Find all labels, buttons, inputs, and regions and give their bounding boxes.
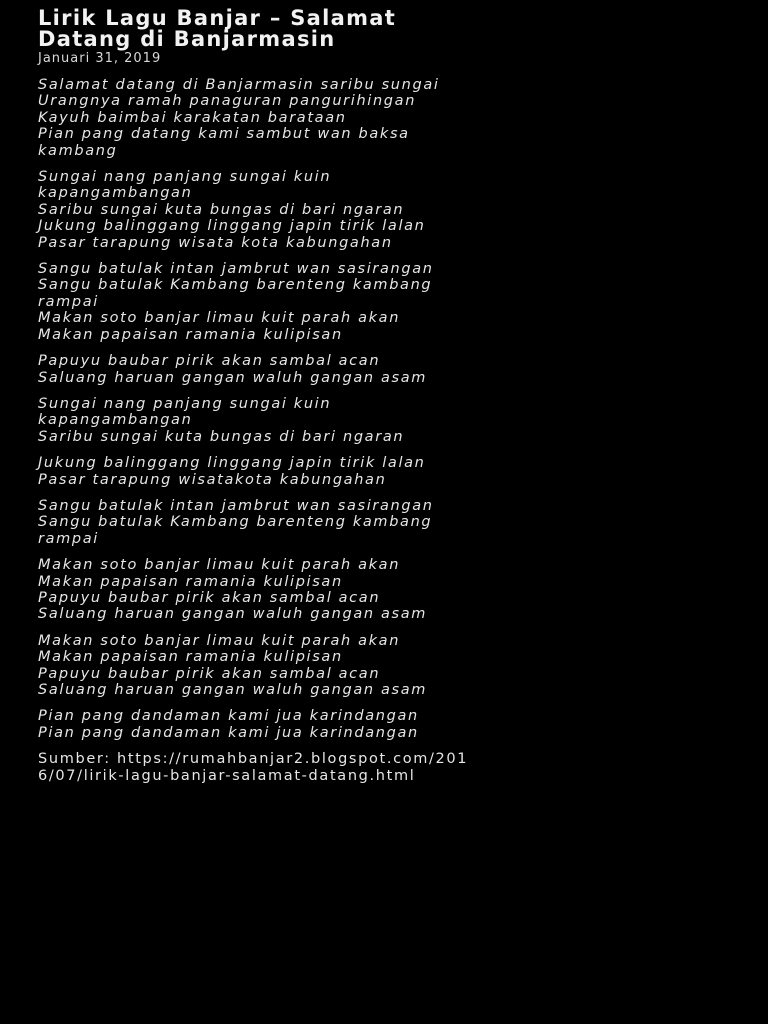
lyric-line: kapangambangan [38,185,193,202]
lyric-stanza [38,557,738,623]
article-title [38,8,738,50]
lyric-line: Pian pang datang kami sambut wan baksa [38,126,410,143]
lyric-line: rampai [38,530,99,547]
lyric-stanza [38,169,738,251]
lyric-line: Pian pang dandaman kami jua karindangan [38,708,419,725]
lyric-line: Jukung balinggang linggang japin tirik lalan [38,455,426,472]
lyric-line: Sungai nang panjang sungai kuin [38,169,332,186]
lyric-line: Sangu batulak Kambang barenteng kambang [38,514,433,531]
lyric-line: Makan soto banjar limau kuit parah akan [38,632,401,649]
lyric-line: rampai [38,293,99,310]
lyric-line: Makan papaisan ramania kulipisan [38,326,343,343]
lyric-stanza [38,261,738,343]
lyric-stanza [38,353,738,386]
lyrics-body [38,77,738,741]
lyric-line: Papuyu baubar pirik akan sambal acan [38,665,381,682]
lyric-line: Sangu batulak Kambang barenteng kambang [38,277,433,294]
lyric-line: Papuyu baubar pirik akan sambal acan [38,589,381,606]
lyric-line: Saluang haruan gangan waluh gangan asam [38,606,428,623]
lyric-line: Pasar tarapung wisatakota kabungahan [38,471,387,488]
lyric-line: kambang [38,142,118,159]
source-line-2: 6/07/lirik-lagu-banjar-salamat-datang.html [38,767,416,784]
lyric-line: kapangambangan [38,412,193,429]
lyric-line: Sungai nang panjang sungai kuin [38,395,332,412]
lyric-line: Saribu sungai kuta bungas di bari ngaran [38,201,405,218]
article-title-line-2: Datang di Banjarmasin [38,27,336,51]
article-date: Januari 31, 2019 [38,51,162,66]
article-title-line-1: Lirik Lagu Banjar – Salamat [38,6,397,30]
lyric-stanza [38,77,738,159]
lyric-line: Salamat datang di Banjarmasin saribu sungai [38,77,440,93]
lyric-stanza [38,708,738,741]
lyric-line: Sangu batulak intan jambrut wan sasirangan [38,497,434,514]
lyric-line: Pasar tarapung wisata kota kabungahan [38,234,393,251]
lyric-stanza [38,633,738,699]
source-text [38,751,738,784]
lyric-line: Makan papaisan ramania kulipisan [38,573,343,590]
lyric-stanza [38,396,738,445]
article [38,8,738,784]
lyric-line: Urangnya ramah panaguran pangurihingan [38,93,417,110]
lyric-line: Jukung balinggang linggang japin tirik lalan [38,218,426,235]
lyric-line: Makan papaisan ramania kulipisan [38,649,343,666]
lyric-line: Papuyu baubar pirik akan sambal acan [38,353,381,370]
lyric-line: Saluang haruan gangan waluh gangan asam [38,682,428,698]
lyric-line: Saribu sungai kuta bungas di bari ngaran [38,428,405,445]
lyric-line: Pian pang dandaman kami jua karindangan [38,724,419,741]
source-line-1: Sumber: https://rumahbanjar2.blogspot.com/201 [38,751,469,768]
lyric-line: Makan soto banjar limau kuit parah akan [38,557,401,574]
lyric-line: Sangu batulak intan jambrut wan sasirangan [38,261,434,278]
lyric-stanza [38,498,738,547]
lyric-line: Makan soto banjar limau kuit parah akan [38,310,401,327]
lyric-line: Kayuh baimbai karakatan barataan [38,109,347,126]
lyric-line: Saluang haruan gangan waluh gangan asam [38,369,428,386]
lyric-stanza [38,455,738,488]
